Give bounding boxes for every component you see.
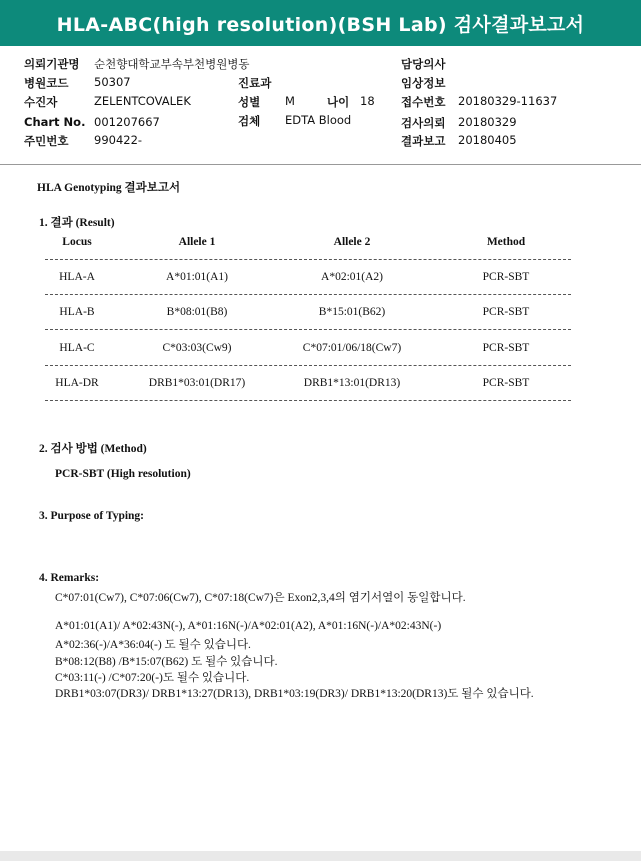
table-cell-allele2: A*02:01(A2) bbox=[321, 271, 383, 283]
clinical-info-label: 임상정보 bbox=[401, 76, 446, 90]
attending-label: 담당의사 bbox=[401, 57, 446, 71]
receiver-value: ZELENTCOVALEK bbox=[94, 94, 191, 108]
table-cell-locus: HLA-C bbox=[59, 342, 95, 354]
table-cell-locus: HLA-A bbox=[59, 271, 95, 283]
table-cell-method: PCR-SBT bbox=[482, 271, 530, 283]
remark-line: B*08:12(B8) /B*15:07(B62) 도 될수 있습니다. bbox=[55, 656, 278, 668]
resident-no-value: 990422- bbox=[94, 133, 143, 147]
chart-no-value: 001207667 bbox=[94, 115, 160, 129]
receiver-label: 수진자 bbox=[24, 95, 58, 109]
sex-value: M bbox=[285, 94, 295, 108]
table-header-method: Method bbox=[486, 236, 526, 248]
resident-no-label: 주민번호 bbox=[24, 134, 69, 148]
report-date-value: 20180405 bbox=[458, 133, 517, 147]
remark-line: DRB1*03:07(DR3)/ DRB1*13:27(DR13), DRB1*03:19(DR3)/ DRB1*13:20(DR13)도 될수 있습니다. bbox=[55, 688, 534, 700]
page-footer-band bbox=[0, 851, 641, 861]
specimen-label: 검체 bbox=[238, 114, 261, 128]
age-value: 18 bbox=[360, 94, 375, 108]
table-divider bbox=[45, 294, 571, 295]
section-method-title: 2. 검사 방법 (Method) bbox=[39, 443, 147, 455]
table-divider bbox=[45, 400, 571, 401]
table-divider bbox=[45, 259, 571, 260]
receipt-no-label: 접수번호 bbox=[401, 95, 446, 109]
specimen-value: EDTA Blood bbox=[285, 113, 352, 127]
sex-label: 성별 bbox=[238, 95, 261, 109]
table-header-allele2: Allele 2 bbox=[333, 236, 371, 248]
chart-no-label: Chart No. bbox=[24, 115, 86, 129]
table-cell-allele2: C*07:01/06/18(Cw7) bbox=[302, 342, 402, 354]
table-cell-locus: HLA-DR bbox=[55, 377, 99, 389]
hospital-code-label: 병원코드 bbox=[24, 76, 69, 90]
report-title: HLA-ABC(high resolution)(BSH Lab) 검사결과보고서 bbox=[0, 0, 641, 46]
table-header-allele1: Allele 1 bbox=[178, 236, 216, 248]
institution-label: 의뢰기관명 bbox=[24, 57, 80, 71]
table-divider bbox=[45, 329, 571, 330]
section-purpose-title: 3. Purpose of Typing: bbox=[39, 510, 145, 522]
table-cell-allele2: DRB1*13:01(DR13) bbox=[303, 377, 401, 389]
section-result-title: 1. 결과 (Result) bbox=[39, 217, 115, 229]
remark-line: C*03:11(-) /C*07:20(-)도 될수 있습니다. bbox=[55, 672, 250, 684]
table-cell-allele1: DRB1*03:01(DR17) bbox=[148, 377, 246, 389]
table-cell-allele2: B*15:01(B62) bbox=[318, 306, 386, 318]
table-cell-allele1: B*08:01(B8) bbox=[166, 306, 228, 318]
table-cell-method: PCR-SBT bbox=[482, 306, 530, 318]
department-label: 진료과 bbox=[238, 76, 272, 90]
method-text: PCR-SBT (High resolution) bbox=[55, 468, 191, 480]
hospital-code-value: 50307 bbox=[94, 75, 131, 89]
table-header-locus: Locus bbox=[62, 236, 92, 248]
table-divider bbox=[45, 365, 571, 366]
remark-line: C*07:01(Cw7), C*07:06(Cw7), C*07:18(Cw7)은 Exon2,3,4의 염기서열이 동일합니다. bbox=[55, 592, 466, 604]
request-value: 20180329 bbox=[458, 115, 517, 129]
table-cell-locus: HLA-B bbox=[59, 306, 95, 318]
request-label: 검사의뢰 bbox=[401, 116, 446, 130]
table-cell-method: PCR-SBT bbox=[482, 342, 530, 354]
remark-line: A*02:36(-)/A*36:04(-) 도 될수 있습니다. bbox=[55, 639, 251, 651]
receipt-no-value: 20180329-11637 bbox=[458, 94, 558, 108]
table-cell-allele1: C*03:03(Cw9) bbox=[162, 342, 232, 354]
report-heading: HLA Genotyping 결과보고서 bbox=[37, 182, 181, 194]
table-cell-method: PCR-SBT bbox=[482, 377, 530, 389]
header-divider bbox=[0, 164, 641, 165]
age-label: 나이 bbox=[327, 95, 350, 109]
institution-value: 순천향대학교부속부천병원병동 bbox=[94, 57, 250, 71]
report-date-label: 결과보고 bbox=[401, 134, 446, 148]
section-remarks-title: 4. Remarks: bbox=[39, 572, 100, 584]
remark-line: A*01:01(A1)/ A*02:43N(-), A*01:16N(-)/A*02:01(A2), A*01:16N(-)/A*02:43N(-) bbox=[55, 620, 442, 632]
table-cell-allele1: A*01:01(A1) bbox=[166, 271, 228, 283]
